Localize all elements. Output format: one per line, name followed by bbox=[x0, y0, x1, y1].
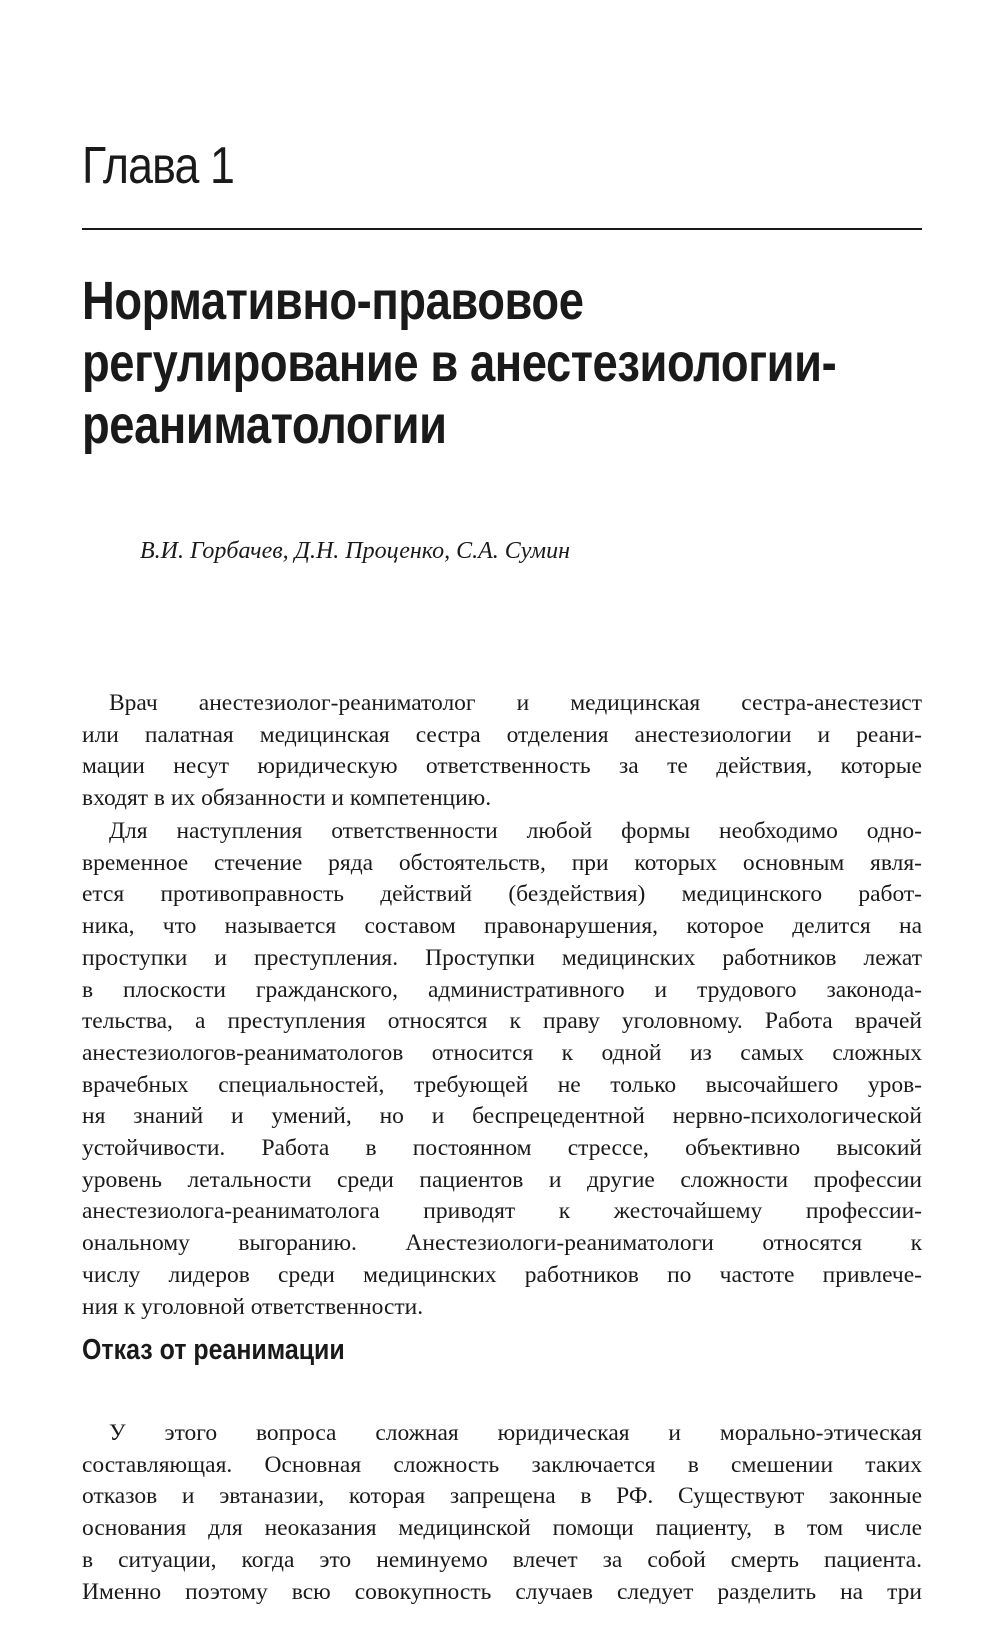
paragraph-resuscitation-refusal bbox=[82, 1418, 922, 1608]
chapter-title bbox=[82, 270, 922, 456]
text-line: числу лидеров среди медицинских работников по частоте привлече- bbox=[82, 1261, 922, 1288]
chapter-divider bbox=[82, 228, 922, 230]
text-line: Врач анестезиолог-реаниматолог и медицинская сестра-анестезист bbox=[109, 690, 922, 716]
text-line: анестезиолога-реаниматолога приводят к жесточайшему профессии- bbox=[82, 1198, 922, 1225]
paragraph-responsibility bbox=[82, 816, 922, 1323]
chapter-title-line: реаниматологии bbox=[82, 395, 447, 455]
text-line: в плоскости гражданского, административного и трудового законода- bbox=[82, 976, 922, 1003]
text-line: врачебных специальностей, требующей не только высочайшего уров- bbox=[82, 1071, 922, 1098]
text-line: входят в их обязанности и компетенцию. bbox=[82, 785, 492, 812]
text-line: или палатная медицинская сестра отделения анестезиологии и реани- bbox=[82, 721, 922, 748]
paragraph-intro bbox=[82, 688, 922, 815]
text-line: анестезиологов-реаниматологов относится к одной из самых сложных bbox=[82, 1039, 922, 1066]
text-line: ния к уголовной ответственности. bbox=[82, 1293, 424, 1320]
text-line: тельства, а преступления относятся к праву уголовному. Работа врачей bbox=[82, 1008, 922, 1035]
text-line: проступки и преступления. Проступки медицинских работников лежат bbox=[82, 944, 922, 971]
chapter-title-line: Нормативно-правовое bbox=[82, 271, 584, 331]
text-line: Именно поэтому всю совокупность случаев следует разделить на три bbox=[82, 1578, 922, 1605]
chapter-title-line: регулирование в анестезиологии- bbox=[82, 333, 837, 393]
text-line: ня знаний и умений, но и беспрецедентной нервно-психологической bbox=[82, 1103, 922, 1130]
section-heading: Отказ от реанимации bbox=[82, 1334, 345, 1366]
text-line: в ситуации, когда это неминуемо влечет за собой смерть пациента. bbox=[82, 1546, 922, 1573]
text-line: ется противоправность действий (бездействия) медицинского работ- bbox=[82, 881, 922, 908]
chapter-authors: В.И. Горбачев, Д.Н. Проценко, С.А. Сумин bbox=[140, 538, 571, 564]
text-line: устойчивости. Работа в постоянном стрессе, объективно высокий bbox=[82, 1135, 922, 1162]
text-line: уровень летальности среди пациентов и другие сложности профессии bbox=[82, 1166, 922, 1193]
text-line: Для наступления ответственности любой формы необходимо одно- bbox=[109, 818, 922, 844]
text-line: временное стечение ряда обстоятельств, при которых основным явля- bbox=[82, 849, 922, 876]
text-line: У этого вопроса сложная юридическая и морально-этическая bbox=[109, 1420, 922, 1446]
chapter-label: Глава 1 bbox=[82, 137, 235, 195]
text-line: основания для неоказания медицинской помощи пациенту, в том числе bbox=[82, 1515, 922, 1542]
text-line: ника, что называется составом правонарушения, которое делится на bbox=[82, 913, 922, 940]
text-line: ональному выгоранию. Анестезиологи-реаниматологи относятся к bbox=[82, 1230, 922, 1257]
text-line: мации несут юридическую ответственность за те действия, которые bbox=[82, 753, 922, 780]
text-line: отказов и эвтаназии, которая запрещена в РФ. Существуют законные bbox=[82, 1483, 922, 1510]
text-line: составляющая. Основная сложность заключается в смешении таких bbox=[82, 1451, 922, 1478]
